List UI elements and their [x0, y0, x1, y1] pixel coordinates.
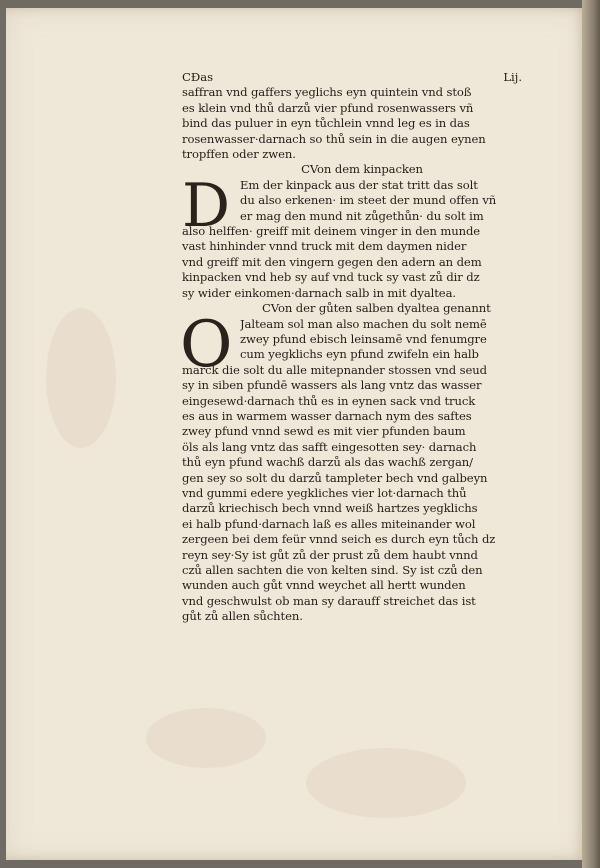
- text-line: thů eyn pfund wachß darzů als das wachß zergan/: [182, 455, 473, 470]
- page-text: [182, 70, 522, 625]
- text-line: wunden auch gůt vnnd weychet all hertt wunden: [182, 578, 466, 593]
- text-line: bind das puluer in eyn tůchlein vnnd leg es in das: [182, 116, 470, 131]
- text-line: Em der kinpack aus der stat tritt das solt: [240, 177, 478, 192]
- paragraph-b: [182, 224, 522, 301]
- paper-stain: [46, 308, 116, 448]
- text-line: tropffen oder zwen.: [182, 147, 296, 162]
- paper-stain: [146, 708, 266, 768]
- text-line: eingesewd·darnach thů es in eynen sack vnd truck: [182, 393, 476, 408]
- text-line: öls als lang vntz das safft eingesotten sey· darnach: [182, 439, 477, 454]
- text-line: sy wider einkomen·darnach salb in mit dyaltea.: [182, 285, 456, 300]
- paper-stain: [306, 748, 466, 818]
- text-line: Jalteam sol man also machen du solt nemē: [240, 316, 487, 331]
- text-line: vast hinhinder vnnd truck mit dem daymen nider: [182, 239, 467, 254]
- paragraph-c: [182, 363, 522, 625]
- text-line: reyn sey·Sy ist gůt zů der prust zů dem haubt vnnd: [182, 547, 478, 562]
- text-line: saffran vnd gaffers yeglichs eyn quintein vnd stoß: [182, 85, 472, 100]
- text-line: zwey pfund ebisch leinsamē vnd fenumgre: [240, 331, 487, 346]
- text-line: es aus in warmem wasser darnach nym des saftes: [182, 408, 472, 423]
- running-header: [182, 70, 522, 85]
- text-line: zergeen bei dem feür vnnd seich es durch eyn tůch dz: [182, 532, 496, 547]
- text-line: czů allen sachten die von kelten sind. Sy ist czů den: [182, 563, 483, 577]
- text-line: ei halb pfund·darnach laß es alles miteinander wol: [182, 516, 476, 531]
- folio-number: Lij.: [503, 70, 522, 84]
- text-line: gůt zů allen sůchten.: [182, 609, 303, 624]
- text-line: sy in siben pfundē wassers als lang vntz das wasser: [182, 378, 482, 393]
- text-line: darzů kriechisch bech vnnd weiß hartzes yegklichs: [182, 501, 478, 516]
- text-line: zwey pfund vnnd sewd es mit vier pfunden baum: [182, 424, 466, 439]
- header-left: CĐas: [182, 70, 214, 84]
- text-line: kinpacken vnd heb sy auf vnd tuck sy vast zů dir dz: [182, 270, 480, 285]
- section-heading-kinpacken: CVon dem kinpacken: [301, 162, 423, 177]
- text-line: vnd greiff mit den vingern gegen den adern an dem: [182, 254, 482, 269]
- book-binding-edge: [582, 0, 600, 868]
- paragraph-a: [182, 85, 522, 162]
- text-line: vnd gummi edere yegkliches vier lot·darnach thů: [182, 485, 467, 500]
- text-line: es klein vnd thů darzů vier pfund rosenwassers vñ: [182, 100, 474, 115]
- text-line: gen sey so solt du darzů tampleter bech vnd galbeyn: [182, 470, 488, 485]
- text-line: also helffen· greiff mit deinem vinger in den munde: [182, 224, 481, 239]
- text-line: cum yegklichs eyn pfund zwifeln ein halb: [240, 347, 479, 362]
- section-heading-dyaltea: CVon der gůten salben dyaltea genannt: [262, 301, 491, 316]
- drop-cap-d: D: [181, 170, 231, 241]
- text-line: rosenwasser·darnach so thů sein in die augen eynen: [182, 131, 486, 146]
- text-line: vnd geschwulst ob man sy darauff streichet das ist: [182, 593, 476, 608]
- drop-cap-o: O: [180, 307, 233, 382]
- text-line: marck die solt du alle mitepnander stossen vnd seud: [182, 362, 487, 377]
- text-line: du also erkenen· im steet der mund offen vñ: [240, 193, 497, 208]
- text-line: er mag den mund nit zůgethůn· du solt im: [240, 208, 484, 223]
